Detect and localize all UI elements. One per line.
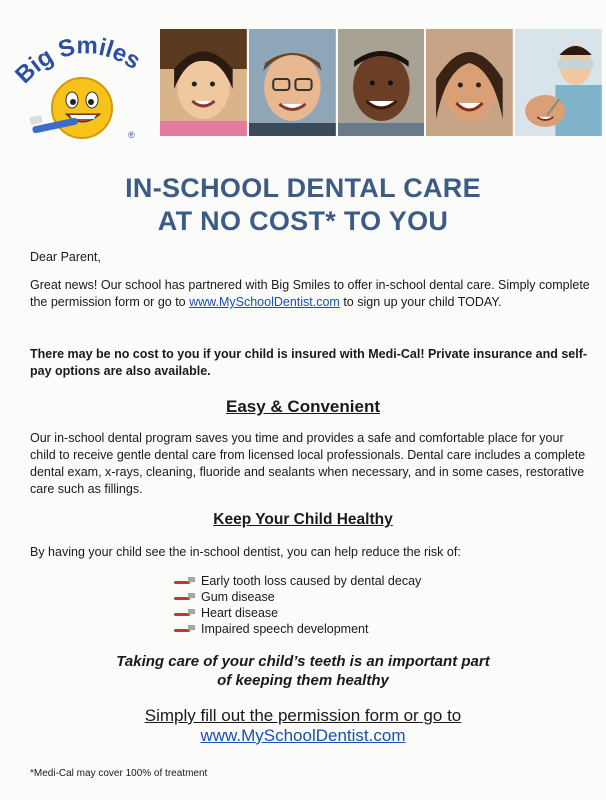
photo-girl-laughing [426, 29, 513, 136]
cta-text: Simply fill out the permission form or go to [144, 706, 462, 725]
toothbrush-icon [174, 624, 196, 634]
website-link-cta[interactable]: www.MySchoolDentist.com [200, 726, 406, 745]
risk-label: Heart disease [201, 606, 279, 620]
risk-list [174, 573, 421, 637]
list-item [174, 589, 421, 605]
risk-label: Gum disease [201, 590, 275, 604]
toothbrush-icon [174, 608, 196, 618]
photo-dental-exam [515, 29, 602, 136]
tagline-line-2: of keeping them healthy [217, 672, 389, 689]
big-smiles-logo [10, 30, 158, 140]
list-item [174, 573, 421, 589]
website-link-intro[interactable]: www.MySchoolDentist.com [189, 295, 340, 309]
risk-label: Early tooth loss caused by dental decay [201, 574, 422, 588]
footnote: *Medi-Cal may cover 100% of treatment [30, 768, 208, 779]
section-keep-healthy-intro: By having your child see the in-school dentist, you can help reduce the risk of: [30, 545, 461, 559]
greeting: Dear Parent, [30, 250, 101, 264]
intro-text-before: Great news! Our school has partnered with Big Smiles to offer in-school dental care. Simply complete the permission form or go to [30, 278, 590, 309]
tagline-line-1: Taking care of your child’s teeth is an important part [116, 653, 490, 670]
tagline [0, 652, 606, 690]
intro-text-after: to sign up your child TODAY. [339, 295, 502, 309]
logo-trademark: ® [128, 130, 135, 140]
headline-line-2: AT NO COST* TO YOU [157, 206, 449, 236]
photo-boy-with-glasses [249, 29, 336, 136]
logo-brand-text: Big Smiles [10, 32, 146, 89]
section-easy-convenient-body: Our in-school dental program saves you time and provides a safe and comfortable place for your child to receive gentle dental care from licensed local professionals. Dental care includes a complete dental exam, x-rays, cleaning, fluoride and sealants when necessary, and in some cases, restorative care such as fillings. [30, 431, 586, 496]
section-title-easy-convenient: Easy & Convenient [226, 397, 380, 416]
page-title [0, 172, 606, 238]
header-photo-strip [160, 29, 602, 136]
toothbrush-icon [174, 576, 196, 586]
list-item [174, 605, 421, 621]
list-item [174, 621, 421, 637]
photo-boy-smiling [338, 29, 425, 136]
risk-label: Impaired speech development [201, 622, 369, 636]
intro-paragraph [30, 277, 590, 311]
call-to-action [0, 706, 606, 746]
headline-line-1: IN-SCHOOL DENTAL CARE [125, 173, 481, 203]
insurance-note: There may be no cost to you if your child is insured with Medi-Cal! Private insurance and self-pay options are also available. [30, 347, 588, 378]
toothbrush-icon [174, 592, 196, 602]
section-title-keep-healthy: Keep Your Child Healthy [213, 511, 393, 528]
photo-girl-smiling [160, 29, 247, 136]
